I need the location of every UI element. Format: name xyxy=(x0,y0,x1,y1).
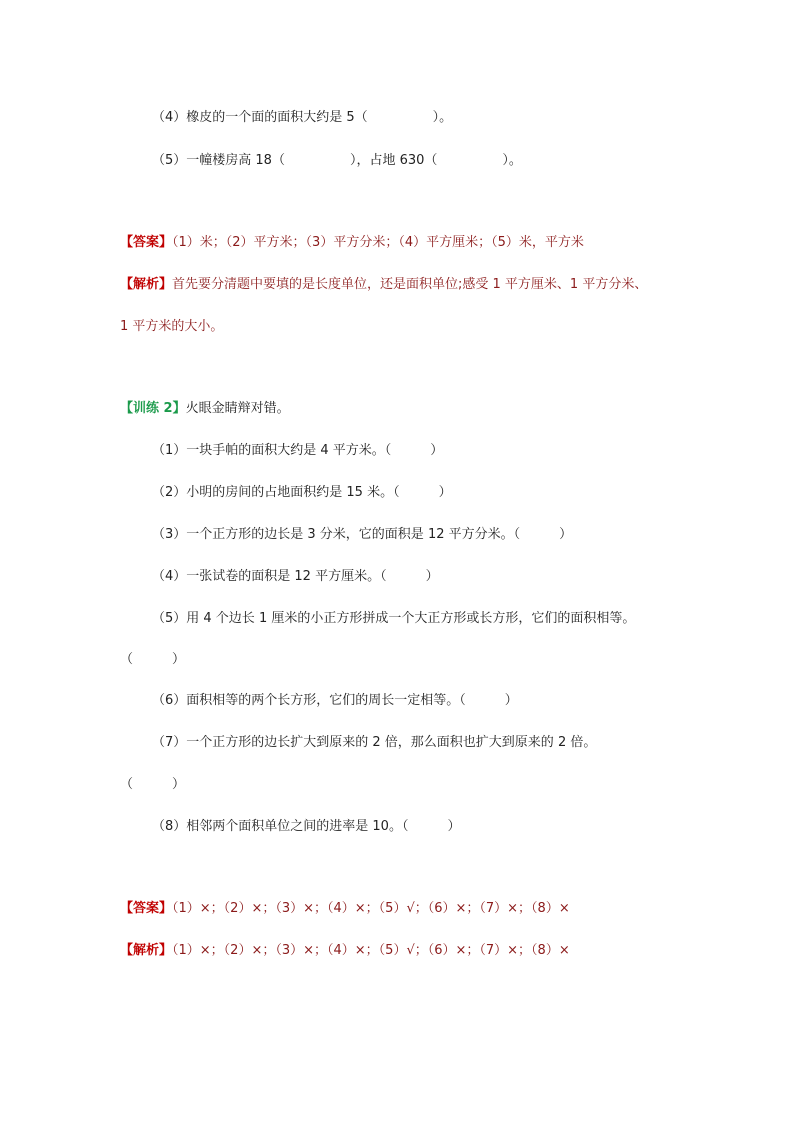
answer-tag: 【答案】 xyxy=(120,235,173,250)
answer-tag-2: 【答案】 xyxy=(120,901,173,916)
training-title: 火眼金睛辩对错。 xyxy=(185,401,290,416)
t2-question-5: （5）用 4 个边长 1 厘米的小正方形拼成一个大正方形或长方形，它们的面积相等。 xyxy=(152,611,636,626)
t2-question-6: （6）面积相等的两个长方形，它们的周长一定相等。（ ） xyxy=(152,693,518,708)
analysis-text-line2-content: 1 平方米的大小。 xyxy=(120,319,224,334)
t2-question-8: （8）相邻两个面积单位之间的进率是 10。（ ） xyxy=(152,819,461,834)
answer-block-1 xyxy=(120,234,584,252)
training-tag: 【训练 2】 xyxy=(120,401,186,416)
t2-question-1: （1）一块手帕的面积大约是 4 平方米。（ ） xyxy=(152,443,444,458)
t2-question-5-paren: （ ） xyxy=(120,652,186,667)
analysis-text-line1: 首先要分清题中要填的是长度单位，还是面积单位;感受 1 平方厘米、1 平方分米、 xyxy=(172,277,648,292)
analysis-text-line2 xyxy=(120,318,223,336)
t2-question-4: （4）一张试卷的面积是 12 平方厘米。（ ） xyxy=(152,569,439,584)
t2-question-7: （7）一个正方形的边长扩大到原来的 2 倍，那么面积也扩大到原来的 2 倍。 xyxy=(152,735,597,750)
t2-question-7-paren: （ ） xyxy=(120,777,186,792)
training-2-heading xyxy=(120,400,290,418)
answer-text: （1）米；（2）平方米；（3）平方分米；（4）平方厘米；（5）米，平方米 xyxy=(172,235,584,250)
analysis-tag: 【解析】 xyxy=(120,277,173,292)
answer-text-2: （1）×；（2）×；（3）×；（4）×；（5）√；（6）×；（7）×；（8）× xyxy=(172,901,570,916)
analysis-block-1 xyxy=(120,276,647,294)
analysis-text-2: （1）×；（2）×；（3）×；（4）×；（5）√；（6）×；（7）×；（8）× xyxy=(172,943,570,958)
question-5: （5）一幢楼房高 18（ ），占地 630（ ）。 xyxy=(152,153,522,168)
t2-question-2: （2）小明的房间的占地面积约是 15 米。（ ） xyxy=(152,485,452,500)
question-4: （4）橡皮的一个面的面积大约是 5（ ）。 xyxy=(152,110,453,125)
analysis-block-2 xyxy=(120,942,570,960)
answer-block-2 xyxy=(120,900,570,918)
t2-question-3: （3）一个正方形的边长是 3 分米，它的面积是 12 平方分米。（ ） xyxy=(152,527,573,542)
analysis-tag-2: 【解析】 xyxy=(120,943,173,958)
